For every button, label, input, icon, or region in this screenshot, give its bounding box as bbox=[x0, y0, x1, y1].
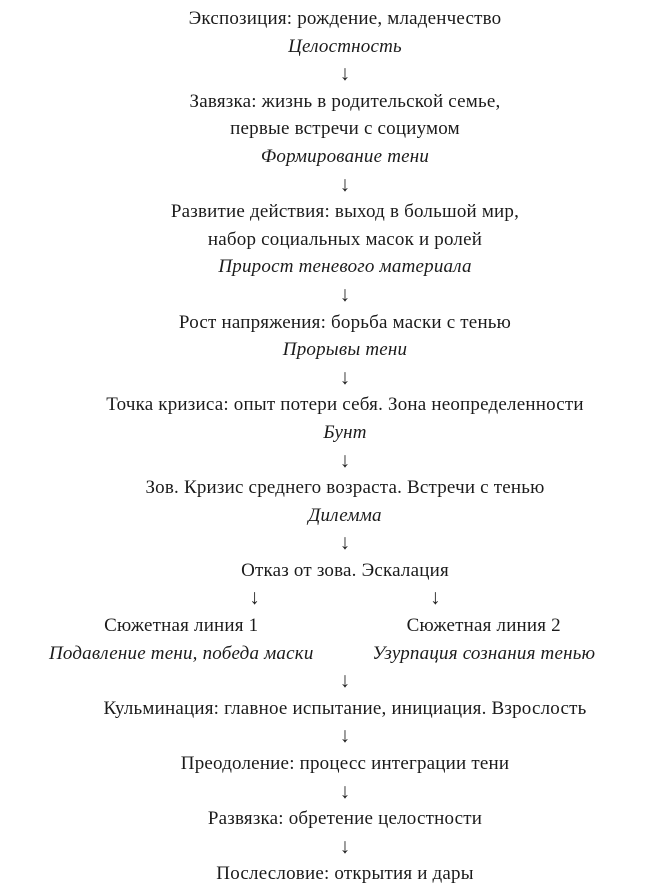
stage-text: Точка кризиса: опыт потери себя. Зона неопределенности bbox=[106, 394, 584, 416]
down-arrow-icon: ↓ bbox=[339, 171, 351, 196]
stage-crisis bbox=[30, 391, 660, 474]
stage-text: Рост напряжения: борьба маски с тенью bbox=[178, 311, 512, 333]
stage-text: Кульминация: главное испытание, инициация. Взрослость bbox=[103, 697, 587, 719]
plot-branches bbox=[30, 612, 660, 667]
stage-afterword bbox=[30, 860, 660, 888]
stage-subtitle: Дилемма bbox=[308, 504, 382, 526]
stage-text: Послесловие: открытия и дары bbox=[216, 863, 474, 885]
stage-climax bbox=[30, 695, 660, 750]
branch-subtitle: Узурпация сознания тенью bbox=[372, 642, 596, 664]
fork-arrows bbox=[30, 584, 660, 612]
down-arrow-icon: ↓ bbox=[339, 668, 351, 693]
stage-text: Зов. Кризис среднего возраста. Встречи с тенью bbox=[145, 477, 545, 499]
down-arrow-icon: ↓ bbox=[430, 585, 441, 610]
down-arrow-icon: ↓ bbox=[339, 364, 351, 389]
stage-text: Отказ от зова. Эскалация bbox=[241, 559, 449, 581]
branch-title: Сюжетная линия 2 bbox=[406, 615, 561, 637]
stage-subtitle: Целостность bbox=[288, 35, 402, 57]
branch-plotline-1 bbox=[30, 612, 333, 667]
stage-inciting bbox=[30, 88, 660, 198]
stage-subtitle: Прорывы тени bbox=[282, 339, 408, 361]
stage-subtitle: Прирост теневого материала bbox=[218, 256, 472, 278]
stage-exposition bbox=[30, 5, 660, 88]
stage-refusal bbox=[30, 557, 660, 612]
branch-title: Сюжетная линия 1 bbox=[104, 615, 259, 637]
down-arrow-icon: ↓ bbox=[339, 530, 351, 555]
stage-tension bbox=[30, 309, 660, 392]
branch-subtitle: Подавление тени, победа маски bbox=[48, 642, 314, 664]
down-arrow-icon: ↓ bbox=[249, 585, 260, 610]
down-arrow-icon: ↓ bbox=[339, 778, 351, 803]
stage-subtitle: Бунт bbox=[323, 421, 367, 443]
stage-text: набор социальных масок и ролей bbox=[207, 228, 483, 250]
down-arrow-icon: ↓ bbox=[339, 61, 351, 86]
stage-call bbox=[30, 474, 660, 557]
stage-resolution bbox=[30, 805, 660, 860]
stage-text: первые встречи с социумом bbox=[230, 118, 460, 140]
stage-text: Экспозиция: рождение, младенчество bbox=[188, 8, 502, 29]
stage-overcoming bbox=[30, 750, 660, 805]
stage-rising-action bbox=[30, 198, 660, 308]
stage-text: Развязка: обретение целостности bbox=[207, 808, 483, 830]
down-arrow-icon: ↓ bbox=[339, 833, 351, 858]
down-arrow-icon: ↓ bbox=[339, 281, 351, 306]
stage-subtitle: Формирование тени bbox=[260, 145, 430, 167]
stage-text: Преодоление: процесс интеграции тени bbox=[180, 753, 510, 775]
down-arrow-icon: ↓ bbox=[339, 723, 351, 748]
down-arrow-icon: ↓ bbox=[339, 447, 351, 472]
stage-text: Завязка: жизнь в родительской семье, bbox=[189, 90, 501, 112]
stage-text: Развитие действия: выход в большой мир, bbox=[170, 201, 520, 223]
branch-plotline-2 bbox=[333, 612, 660, 667]
